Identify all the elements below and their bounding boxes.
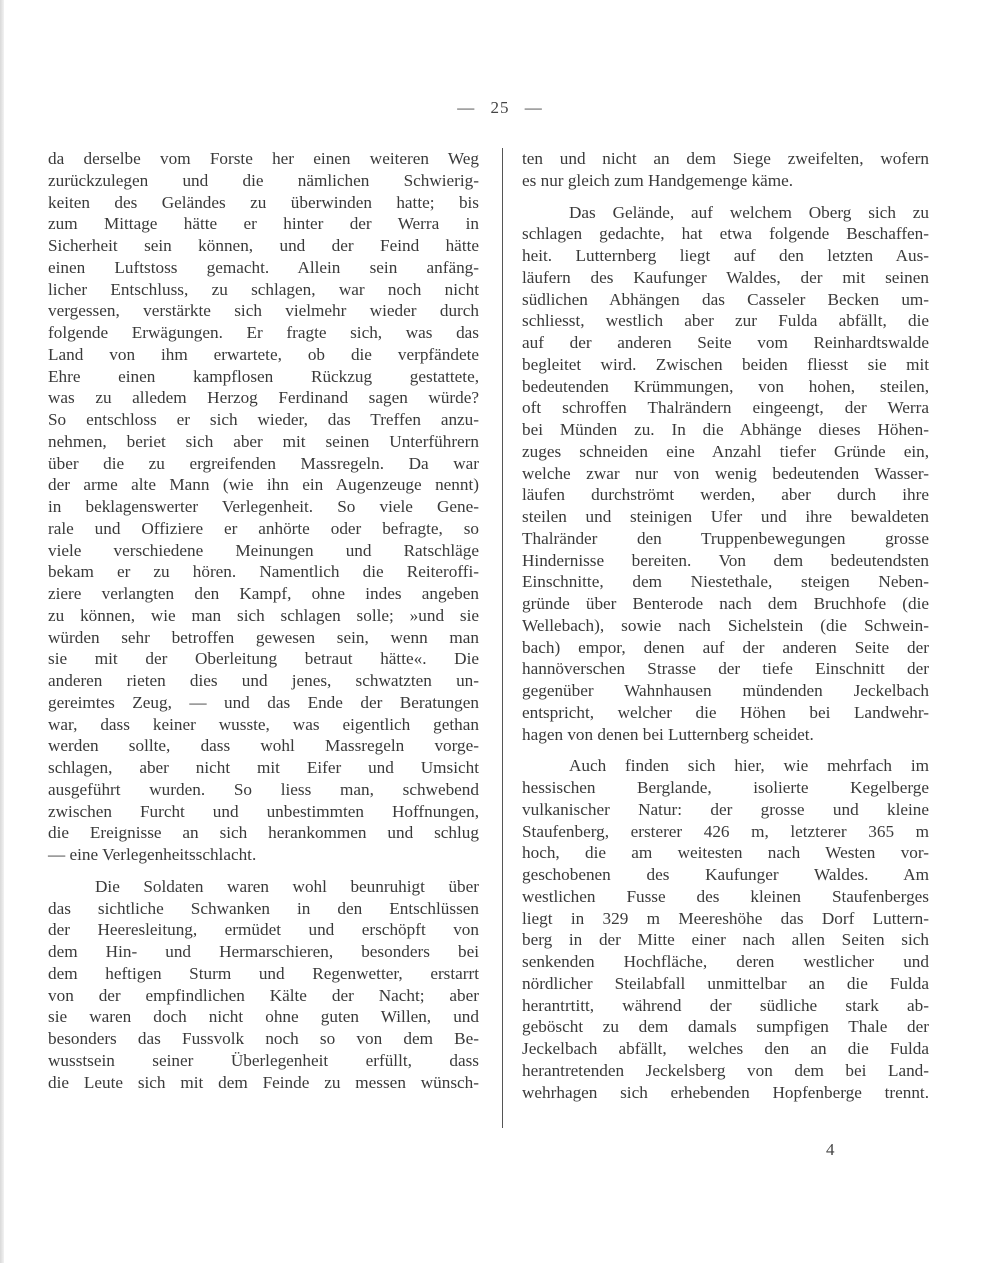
text-line: die Leute sich mit dem Feinde zu messen wünsch-	[48, 1072, 479, 1092]
text-line: herantretenden Jeckelsberg von dem bei Land-	[522, 1060, 929, 1080]
running-head	[0, 98, 1000, 118]
text-line: auf der anderen Seite vom Reinhardtswalde	[522, 333, 929, 352]
text-line: der arme alte Mann (wie ihn ein Augenzeuge nennt)	[48, 475, 479, 495]
text-line: Thalränder den Truppenbewegungen grosse	[522, 528, 929, 548]
text-line: geböscht zu dem damals sumpfigen Thale der	[522, 1017, 929, 1037]
text-line: südlichen Abhängen das Casseler Becken um-	[522, 289, 929, 309]
text-line: berg in der Mitte einer nach allen Seiten sich	[522, 930, 929, 950]
right-text-column	[522, 148, 929, 1103]
text-line: gegenüber Wahnhausen mündenden Jeckelbach	[522, 681, 929, 700]
text-line: geschobenen des Kaufunger Waldes. Am	[522, 865, 929, 884]
text-line: viele verschiedene Meinungen und Ratschläge	[48, 540, 479, 560]
left-text-column	[48, 148, 479, 1093]
text-line: ausgeführt wurden. So liess man, schwebend	[48, 779, 479, 799]
text-line: würden sehr betroffen gewesen sein, wenn man	[48, 627, 479, 647]
paragraph	[522, 202, 929, 746]
text-line: da derselbe vom Forste her einen weiteren Weg	[48, 149, 479, 168]
text-line: bei Münden zu. In die Abhänge dieses Höhen-	[522, 420, 929, 439]
text-line: Die Soldaten waren wohl beunruhigt über	[95, 876, 479, 896]
text-line: Sicherheit sein können, und der Feind hätte	[48, 236, 479, 255]
text-line: zuges schneiden eine Anzahl tiefer Gründe ein,	[522, 441, 929, 461]
text-line: bach) empor, denen auf der anderen Seite der	[522, 637, 929, 657]
paragraph-gap	[522, 745, 929, 755]
text-line: So entschloss er sich wieder, das Treffen anzu-	[48, 410, 479, 429]
paragraph-gap	[522, 192, 929, 202]
text-line: zwischen Furcht und unbestimmten Hoffnungen,	[48, 801, 479, 821]
signature-mark: 4	[826, 1140, 835, 1159]
text-line: — eine Verlegenheitsschlacht.	[48, 845, 257, 864]
text-line: schlagen gedachte, hat etwa folgende Beschaffen-	[522, 224, 929, 244]
text-line: Auch finden sich hier, wie mehrfach im	[569, 756, 929, 776]
text-line: folgende Erwägungen. Er fragte sich, was das	[48, 323, 479, 342]
text-line: nördlicher Steilabfall unmittelbar an die Fulda	[522, 973, 929, 993]
text-line: läufen durchströmt werden, aber durch ihre	[522, 485, 929, 505]
text-line: einen Luftstoss gemacht. Allein sein anfäng-	[48, 257, 479, 277]
paragraph-gap	[48, 866, 479, 876]
text-line: Staufenberg, ersterer 426 m, letzterer 365 m	[522, 821, 929, 841]
text-line: herantrtitt, während der südliche stark ab-	[522, 995, 929, 1015]
text-line: schliesst, westlich aber zur Fulda abfällt, die	[522, 311, 929, 331]
text-line: rale und Offiziere er anhörte oder befragte, so	[48, 518, 479, 538]
text-line: dem heftigen Sturm und Regenwetter, erstarrt	[48, 963, 479, 983]
text-line: zu können, wie man sich schlagen solle; »und sie	[48, 605, 479, 625]
text-line: war, dass keiner wusste, was eigentlich gethan	[48, 714, 479, 734]
text-line: schlagen, aber nicht mit Eifer und Umsicht	[48, 758, 479, 777]
text-line: hannöverschen Strasse der tiefe Einschnitt der	[522, 659, 929, 679]
running-head-dash-left: —	[457, 98, 476, 117]
text-line: die Ereignisse an sich herankommen und schlug	[48, 823, 479, 843]
paragraph	[522, 755, 929, 1103]
text-line: was zu alledem Herzog Ferdinand sagen würde?	[48, 388, 479, 408]
text-line: vulkanischer Natur: der grosse und kleine	[522, 799, 929, 819]
text-line: westlichen Fusse des kleinen Staufenberges	[522, 886, 929, 906]
text-line: es nur gleich zum Handgemenge käme.	[522, 170, 794, 190]
paragraph	[522, 148, 929, 192]
text-line: über die zu ergreifenden Massregeln. Da war	[48, 453, 479, 473]
text-line: hoch, die am weitesten nach Westen vor-	[522, 843, 929, 863]
text-line: licher Entschluss, zu schlagen, war noch nicht	[48, 279, 479, 299]
paragraph	[48, 148, 479, 866]
text-line: Hindernisse bereiten. Von dem bedeutendsten	[522, 550, 929, 570]
text-line: begleitet wird. Zwischen beiden fliesst sie mit	[522, 354, 929, 374]
text-line: heit. Lutternberg liegt auf den letzten Aus-	[522, 246, 929, 265]
text-line: anderen rieten dies und jenes, schwatzten un-	[48, 671, 479, 690]
text-line: Ehre einen kampflosen Rückzug gestattete,	[48, 366, 479, 386]
text-line: sie mit der Oberleitung betraut hätte«. Die	[48, 649, 479, 669]
text-line: Land von ihm erwartete, ob die verpfändete	[48, 344, 479, 364]
text-line: von der empfindlichen Kälte der Nacht; aber	[48, 985, 479, 1005]
text-line: Einschnitte, dem Niestethale, steigen Neben-	[522, 572, 929, 592]
text-line: gründe über Benterode nach dem Bruchhofe (die	[522, 594, 929, 613]
text-line: sie waren doch nicht ohne guten Willen, und	[48, 1007, 479, 1027]
text-line: besonders das Fussvolk noch so von dem Be-	[48, 1029, 479, 1048]
page-number: 25	[490, 98, 510, 117]
text-line: liegt in 329 m Meereshöhe das Dorf Luttern-	[522, 908, 929, 928]
text-line: ziere verlangten den Kampf, ohne indes angeben	[48, 584, 479, 603]
text-line: bedeutenden Krümmungen, von hohen, steilen,	[522, 376, 929, 396]
text-line: ten und nicht an dem Siege zweifelten, wofern	[522, 149, 929, 168]
text-line: in beklagenswerter Verlegenheit. So viele Gene-	[48, 497, 479, 516]
text-line: steilen und steinigen Ufer und ihre bewaldeten	[522, 507, 929, 526]
text-line: wehrhagen sich erhebenden Hopfenberge trennt.	[522, 1082, 929, 1102]
text-line: zum Mittage hätte er hinter der Werra in	[48, 214, 479, 234]
text-line: nehmen, beriet sich aber mit seinen Unterführern	[48, 431, 479, 451]
running-head-dash-right: —	[524, 98, 543, 117]
column-divider-rule	[502, 148, 503, 1128]
text-line: hessischen Berglande, isolierte Kegelberge	[522, 778, 929, 797]
text-line: das sichtliche Schwanken in den Entschlüssen	[48, 898, 479, 918]
text-line: vergessen, verstärkte sich vielmehr wieder durch	[48, 301, 479, 321]
text-line: zurückzulegen und die nämlichen Schwierig-	[48, 170, 479, 190]
text-line: werden sollte, dass wohl Massregeln vorge-	[48, 736, 479, 756]
text-line: Wellebach), sowie nach Sichelstein (die Schwein-	[522, 615, 929, 635]
paragraph	[48, 876, 479, 1094]
text-line: keiten des Geländes zu überwinden hatte; bis	[48, 192, 479, 212]
text-line: senkenden Hochfläche, deren westlicher und	[522, 952, 929, 971]
text-line: läufern des Kaufunger Waldes, der mit seinen	[522, 267, 929, 287]
text-line: Das Gelände, auf welchem Oberg sich zu	[569, 202, 929, 222]
text-line: dem Hin- und Hermarschieren, besonders bei	[48, 942, 479, 961]
text-line: der Heeresleitung, ermüdet und erschöpft von	[48, 920, 479, 940]
text-line: oft schroffen Thalrändern eingeengt, der Werra	[522, 398, 929, 418]
scanned-page-edge	[0, 0, 4, 1263]
text-line: entspricht, welcher die Höhen bei Landwehr-	[522, 702, 929, 722]
text-line: Jeckelbach abfällt, welches den an die Fulda	[522, 1039, 929, 1058]
text-line: gereimtes Zeug, — und das Ende der Beratungen	[48, 692, 479, 712]
text-line: hagen von denen bei Lutternberg scheidet.	[522, 724, 814, 744]
text-line: welche zwar nur von wenig bedeutenden Wasser-	[522, 463, 929, 483]
text-line: bekam er zu hören. Namentlich die Reiteroffi-	[48, 562, 479, 582]
text-line: wusstsein seiner Überlegenheit erfüllt, dass	[48, 1050, 479, 1070]
